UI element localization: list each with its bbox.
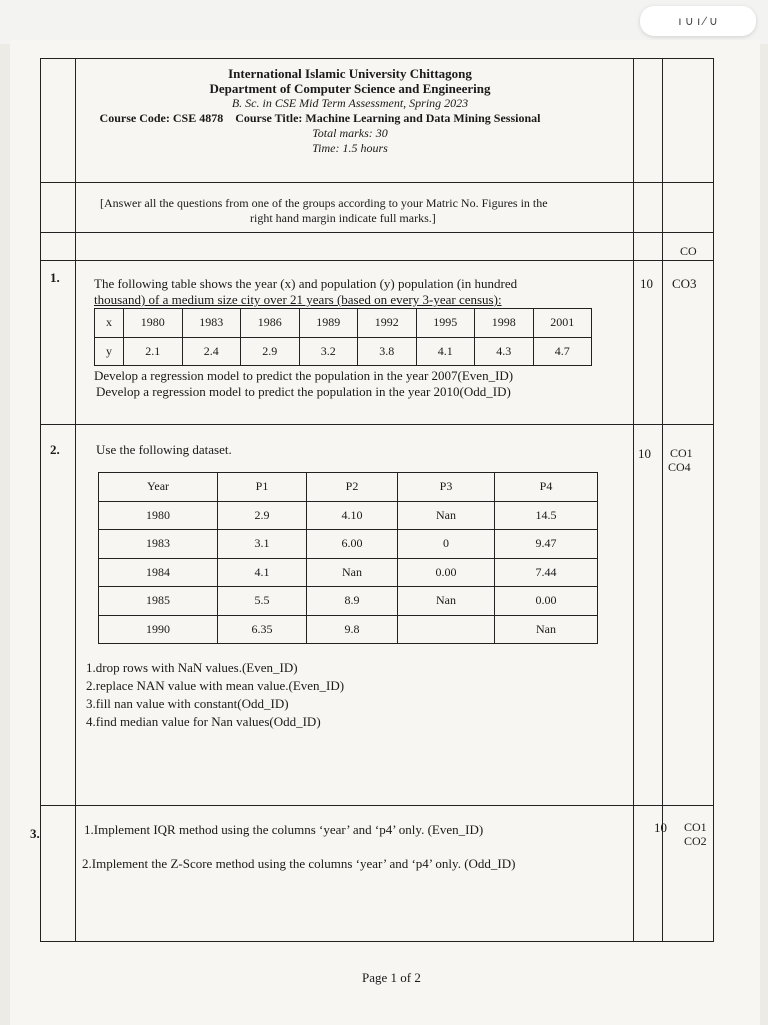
question-1-co: CO3 (672, 276, 697, 291)
column-header: P2 (307, 473, 398, 502)
table-cell: 1985 (99, 587, 218, 616)
y-label: y (95, 337, 124, 366)
question-2-task-1: 1.drop rows with NaN values.(Even_ID) (86, 660, 298, 675)
table-cell: 2.9 (218, 501, 307, 530)
table-row (99, 558, 598, 587)
table-cell: 3.8 (358, 337, 417, 366)
table-cell: 4.10 (307, 501, 398, 530)
status-pill[interactable]: ı ∪ ı ∕ ∪ (640, 6, 756, 36)
total-marks: Total marks: 30 (312, 126, 388, 140)
table-cell: 1998 (475, 309, 534, 338)
question-2-co-2: CO4 (668, 460, 691, 474)
table-cell: 1990 (99, 615, 218, 644)
question-1-number: 1. (50, 270, 60, 285)
table-cell: 9.47 (495, 530, 598, 559)
row-line-4 (40, 424, 714, 425)
table-cell: 6.35 (218, 615, 307, 644)
table-row (99, 615, 598, 644)
margin-line-left (75, 58, 76, 942)
question-1-text-line-2: thousand) of a medium size city over 21 years (based on every 3-year census): (94, 292, 502, 307)
table-cell: Nan (398, 501, 495, 530)
question-1-marks: 10 (640, 276, 653, 291)
question-2-task-4: 4.find median value for Nan values(Odd_ID) (86, 714, 321, 729)
table-cell: 1984 (99, 558, 218, 587)
question-3-number: 3. (30, 826, 40, 841)
question-2-number: 2. (50, 442, 60, 457)
row-line-2 (40, 232, 714, 233)
x-label: x (95, 309, 124, 338)
table-cell: 1986 (241, 309, 300, 338)
university-name: International Islamic University Chittagong (228, 66, 472, 81)
table-cell: 4.3 (475, 337, 534, 366)
table-cell: 1980 (99, 501, 218, 530)
table-row (99, 530, 598, 559)
question-3-task-2: 2.Implement the Z-Score method using the columns ‘year’ and ‘p4’ only. (Odd_ID) (82, 856, 516, 871)
exam-header (70, 66, 630, 156)
table-cell: 9.8 (307, 615, 398, 644)
table-cell: 1989 (299, 309, 358, 338)
question-3-marks: 10 (654, 820, 667, 835)
table-cell: Nan (398, 587, 495, 616)
top-bar (0, 0, 768, 44)
table-cell: 4.7 (533, 337, 592, 366)
column-line-marks (633, 58, 634, 942)
table-row (99, 587, 598, 616)
table-cell: 1995 (416, 309, 475, 338)
column-header: P3 (398, 473, 495, 502)
table-header-row (99, 473, 598, 502)
question-3-co-1: CO1 (684, 820, 707, 834)
table-cell: 1980 (124, 309, 183, 338)
table-cell: 2.4 (182, 337, 241, 366)
question-1-task-odd: Develop a regression model to predict the population in the year 2010(Odd_ID) (96, 384, 511, 399)
department-name: Department of Computer Science and Engineering (209, 81, 491, 96)
table-cell: 1992 (358, 309, 417, 338)
table-cell: 4.1 (416, 337, 475, 366)
table-cell: 3.1 (218, 530, 307, 559)
table-cell: 3.2 (299, 337, 358, 366)
program-name: B. Sc. in CSE Mid Term Assessment, Spring 2023 (231, 96, 469, 110)
column-header: Year (99, 473, 218, 502)
table-cell: 0.00 (495, 587, 598, 616)
question-3-task-1: 1.Implement IQR method using the columns ‘year’ and ‘p4’ only. (Even_ID) (84, 822, 484, 837)
page-number: Page 1 of 2 (362, 970, 421, 985)
table-row (95, 309, 592, 338)
question-1-text-line-1: The following table shows the year (x) and population (y) population (in hundred (94, 276, 518, 291)
question-2-intro: Use the following dataset. (96, 442, 232, 457)
question-2-task-3: 3.fill nan value with constant(Odd_ID) (86, 696, 289, 711)
population-table (94, 308, 592, 366)
instruction-line-1: [Answer all the questions from one of the groups according to your Matric No. Figures in the (100, 196, 548, 210)
table-cell: 14.5 (495, 501, 598, 530)
table-cell: 2001 (533, 309, 592, 338)
table-cell: 1983 (182, 309, 241, 338)
column-line-co (662, 58, 663, 942)
table-cell: 8.9 (307, 587, 398, 616)
row-line-5 (40, 805, 714, 806)
table-cell: 0.00 (398, 558, 495, 587)
table-cell: 2.9 (241, 337, 300, 366)
question-3-co-2: CO2 (684, 834, 707, 848)
table-cell: 2.1 (124, 337, 183, 366)
course-title: Course Title: Machine Learning and Data Mining Sessional (235, 111, 541, 125)
table-row (95, 337, 592, 366)
table-cell: 1983 (99, 530, 218, 559)
table-cell: 6.00 (307, 530, 398, 559)
row-line-1 (40, 182, 714, 183)
table-cell: 5.5 (218, 587, 307, 616)
column-header: P1 (218, 473, 307, 502)
row-line-3 (40, 260, 714, 261)
question-2-task-2: 2.replace NAN value with mean value.(Even_ID) (86, 678, 345, 693)
instruction-line-2: right hand margin indicate full marks.] (250, 211, 436, 225)
table-cell: 4.1 (218, 558, 307, 587)
course-code: Course Code: CSE 4878 (99, 111, 224, 125)
table-row (99, 501, 598, 530)
exam-time: Time: 1.5 hours (312, 141, 388, 155)
table-cell (398, 615, 495, 644)
course-line (10, 111, 630, 126)
co-column-header: CO (680, 244, 697, 258)
dataset-table (98, 472, 598, 644)
table-cell: Nan (307, 558, 398, 587)
question-2-marks: 10 (638, 446, 651, 461)
column-header: P4 (495, 473, 598, 502)
question-2-co-1: CO1 (670, 446, 693, 460)
table-cell: 7.44 (495, 558, 598, 587)
table-cell: 0 (398, 530, 495, 559)
table-cell: Nan (495, 615, 598, 644)
question-1-task-even: Develop a regression model to predict the population in the year 2007(Even_ID) (94, 368, 514, 383)
